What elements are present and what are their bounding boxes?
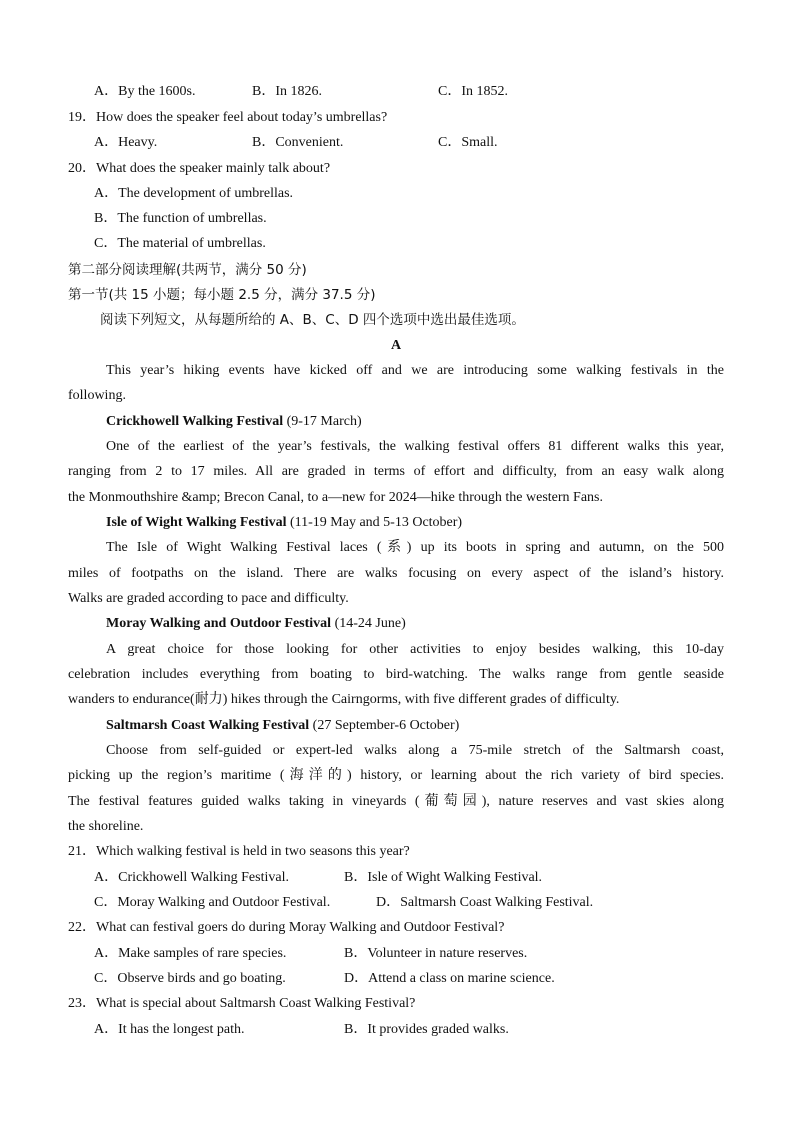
section1-title: 第一节(共 15 小题；每小题 2.5 分，满分 37.5 分) (68, 287, 376, 303)
q23-option-b: B．It provides graded walks. (344, 1022, 509, 1037)
festival-1-name: Crickhowell Walking Festival (106, 414, 284, 429)
q22-option-a: A．Make samples of rare species. (94, 946, 287, 961)
instruction: 阅读下列短文，从每题所给的 A、B、C、D 四个选项中选出最佳选项。 (100, 312, 525, 328)
festival-2-name: Isle of Wight Walking Festival (106, 515, 287, 530)
passage-letter: A (391, 338, 402, 353)
festival-1-line-1: One of the earliest of the year’s festivals, the walking festival offers 81 different walks this year, (106, 439, 724, 454)
part2-title: 第二部分阅读理解(共两节，满分 50 分) (68, 262, 307, 278)
festival-3-line-1: A great choice for those looking for other activities to enjoy besides walking, this 10-day (106, 642, 724, 657)
q22-option-d: D．Attend a class on marine science. (344, 971, 555, 986)
q23-stem: 23．What is special about Saltmarsh Coast Walking Festival? (68, 996, 416, 1011)
q23-option-a: A．It has the longest path. (94, 1022, 245, 1037)
q20-option-a: A．The development of umbrellas. (94, 186, 294, 201)
festival-1-line-3: the Monmouthshire &amp; Brecon Canal, to a—new for 2024—hike through the western Fans. (68, 490, 604, 505)
festival-4-line-1: Choose from self-guided or expert-led walks along a 75-mile stretch of the Saltmarsh coast, (106, 743, 724, 758)
festival-4-name: Saltmarsh Coast Walking Festival (106, 718, 310, 733)
q21-option-a: A．Crickhowell Walking Festival. (94, 870, 289, 885)
festival-4-line-4: the shoreline. (68, 819, 144, 834)
festival-2-line-2: miles of footpaths on the island. There are walks focusing on every aspect of the island’s history. (68, 566, 724, 581)
q21-option-b: B．Isle of Wight Walking Festival. (344, 870, 543, 885)
festival-4-line-2: picking up the region’s maritime (海洋的) history, or learning about the rich variety of bird species. (68, 768, 724, 783)
q21-option-c: C．Moray Walking and Outdoor Festival. (94, 895, 331, 910)
q18-option-a: A．By the 1600s. (94, 84, 196, 99)
festival-1-date: (9-17 March) (283, 414, 362, 429)
q19-option-a: A．Heavy. (94, 135, 158, 150)
intro-line-2: following. (68, 388, 126, 403)
q19-stem: 19．How does the speaker feel about today’s umbrellas? (68, 110, 388, 125)
festival-3-name: Moray Walking and Outdoor Festival (106, 616, 332, 631)
q22-option-b: B．Volunteer in nature reserves. (344, 946, 528, 961)
q20-option-b: B．The function of umbrellas. (94, 211, 267, 226)
festival-3-line-2: celebration includes everything from boating to bird-watching. The walks range from gentle seaside (68, 667, 724, 682)
festival-3-line-3: wanders to endurance(耐力) hikes through the Cairngorms, with five different grades of difficulty. (68, 692, 620, 707)
q19-option-c: C．Small. (438, 135, 498, 150)
q19-option-b: B．Convenient. (252, 135, 344, 150)
q21-option-d: D．Saltmarsh Coast Walking Festival. (376, 895, 594, 910)
festival-4-date: (27 September-6 October) (309, 718, 460, 733)
q18-option-b: B．In 1826. (252, 84, 322, 99)
festival-4-heading (106, 717, 459, 735)
festival-4-line-3: The festival features guided walks taking in vineyards (葡萄园), nature reserves and vast skies along (68, 794, 724, 809)
intro-line-1: This year’s hiking events have kicked off and we are introducing some walking festivals in the (106, 363, 724, 378)
festival-2-line-3: Walks are graded according to pace and difficulty. (68, 591, 349, 606)
q20-option-c: C．The material of umbrellas. (94, 236, 266, 251)
festival-2-line-1: The Isle of Wight Walking Festival laces (系) up its boots in spring and autumn, on the 500 (106, 540, 724, 555)
q20-stem: 20．What does the speaker mainly talk about? (68, 161, 331, 176)
festival-2-heading (106, 514, 462, 532)
festival-3-heading (106, 615, 406, 633)
q22-option-c: C．Observe birds and go boating. (94, 971, 286, 986)
festival-1-heading (106, 413, 362, 431)
festival-3-date: (14-24 June) (331, 616, 406, 631)
festival-2-date: (11-19 May and 5-13 October) (286, 515, 463, 530)
q18-option-c: C．In 1852. (438, 84, 508, 99)
festival-1-line-2: ranging from 2 to 17 miles. All are graded in terms of effort and difficulty, from an easy walk along (68, 464, 724, 479)
q22-stem: 22．What can festival goers do during Moray Walking and Outdoor Festival? (68, 920, 505, 935)
q21-stem: 21．Which walking festival is held in two seasons this year? (68, 844, 410, 859)
